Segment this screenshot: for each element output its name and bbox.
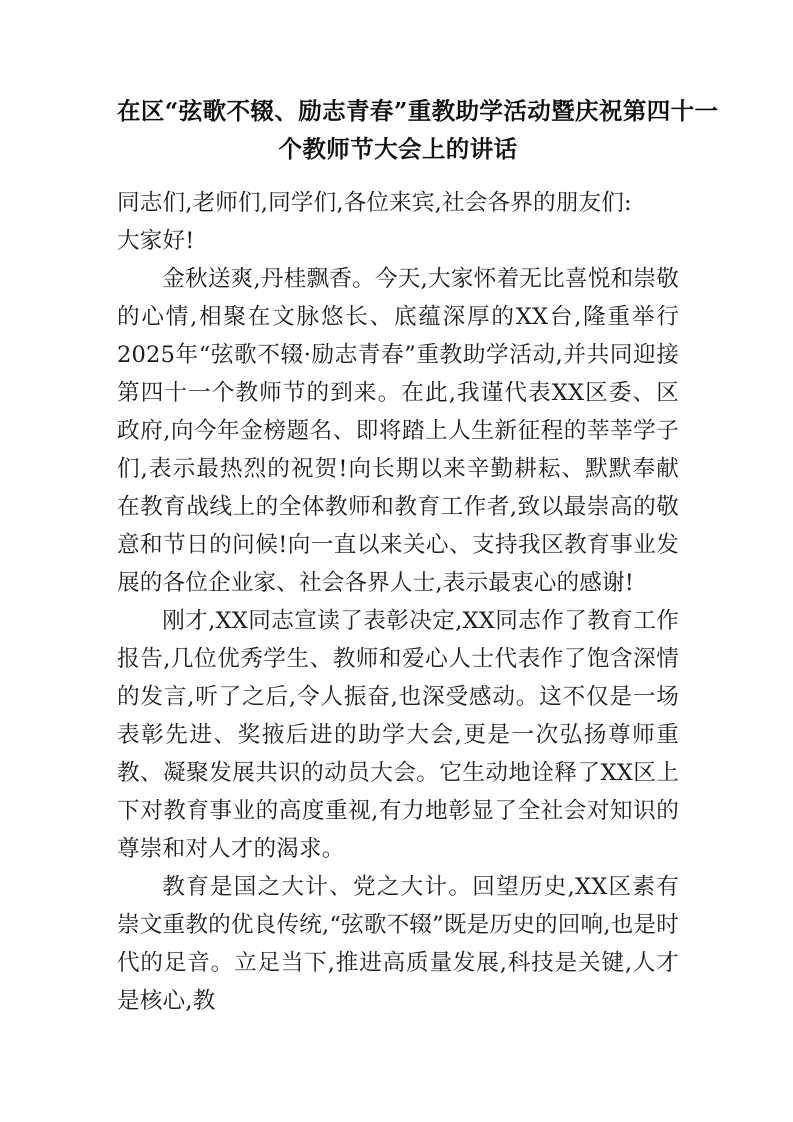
salutation-paragraph: 同志们,老师们,同学们,各位来宾,社会各界的朋友们: xyxy=(117,190,632,216)
greeting-paragraph: 大家好! xyxy=(117,228,195,254)
title-line-1: 在区“弦歌不辍、励志青春”重教助学活动暨庆祝第四十一 xyxy=(117,97,719,125)
education-paragraph: 教育是国之大计、党之大计。回望历史,XX区素有崇文重教的优良传统,“弦歌不辍”既是历史的回响,也是时代的足音。立足当下,推进高质量发展,科技是关键,人才是核心,教 xyxy=(117,874,679,1014)
review-paragraph: 刚才,XX同志宣读了表彰决定,XX同志作了教育工作报告,几位优秀学生、教师和爱心人士代表作了饱含深情的发言,听了之后,令人振奋,也深受感动。这不仅是一场表彰先进、奖掖后进的助学大会,更是一次弘扬尊师重教、凝聚发展共识的动员大会。它生动地诠释了XX区上下对教育事业的高度重视,有力地彰显了全社会对知识的尊崇和对人才的渴求。 xyxy=(117,608,679,862)
opening-paragraph: 金秋送爽,丹桂飘香。今天,大家怀着无比喜悦和崇敬的心情,相聚在文脉悠长、底蕴深厚的XX台,隆重举行2025年“弦歌不辍·励志青春”重教助学活动,并共同迎接第四十一个教师节的到来。在此,我谨代表XX区委、区政府,向今年金榜题名、即将踏上人生新征程的莘莘学子们,表示最热烈的祝贺!向长期以来辛勤耕耘、默默奉献在教育战线上的全体教师和教育工作者,致以最崇高的敬意和节日的问候!向一直以来关心、支持我区教育事业发展的各位企业家、社会各界人士,表示最衷心的感谢! xyxy=(117,266,679,596)
title-line-2: 个教师节大会上的讲话 xyxy=(278,135,518,163)
page-title xyxy=(117,92,719,168)
document-body xyxy=(117,92,719,1020)
